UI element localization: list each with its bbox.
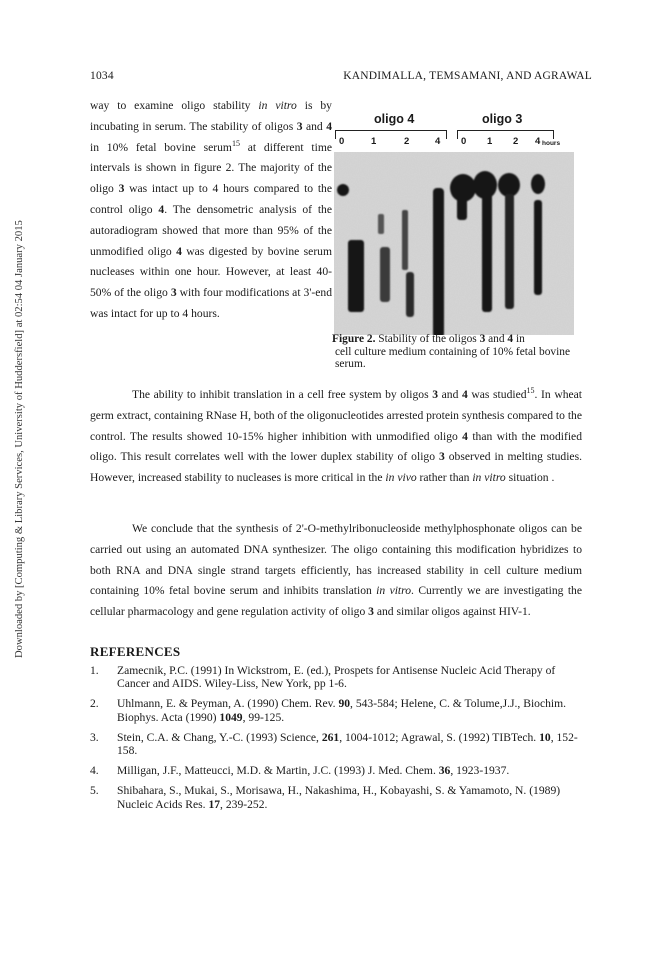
reference-item: 5. Shibahara, S., Mukai, S., Morisawa, H., Nakashima, H., Kobayashi, S. & Yamamoto, N. (1989) Nucleic Acids Res. 17, 239-252.	[90, 784, 561, 811]
gel-band	[498, 173, 520, 197]
citation-superscript: 15	[231, 138, 240, 148]
lane-label: 2	[404, 136, 410, 147]
paragraph-conclusion: We conclude that the synthesis of 2'-O-methylribonucleoside methylphosphonate oligos can be carried out using an automated DNA synthesizer. The oligo containing this modification hybridizes to both RNA and DNA single strand targets efficiently, has increased stability in cell culture medium containing 10% fetal bovine serum and inhibits translation in vitro. Currently we are investigating the cellular pharmacology and gene regulation activity of oligo 3 and similar oligos against HIV-1.	[90, 522, 582, 619]
gel-smear	[433, 188, 444, 335]
reference-item: 3. Stein, C.A. & Chang, Y.-C. (1993) Science, 261, 1004-1012; Agrawal, S. (1992) TIBTech. 10, 152-158.	[90, 730, 578, 758]
gel-autoradiogram	[334, 152, 574, 335]
figure-2	[332, 100, 582, 335]
paragraph-translation-inhibition: The ability to inhibit translation in a cell free system by oligos 3 and 4 was studied$^{15}$. In wheat germ extract, containing RNase H, both of the oligonucleotides arrested protein synthesis compared to the control. The results showed 10-15% higher inhibition with unmodified oligo 4 than with the modified oligo. This result correlates well with the lower duplex stability of oligo 3 observed in melting studies. However, increased stability to nucleases is more critical in the in vivo rather than in vitro situation .	[90, 386, 583, 485]
running-title: KANDIMALLA, TEMSAMANI, AND AGRAWAL	[343, 70, 592, 82]
gel-smear	[406, 272, 414, 317]
gel-smear	[534, 200, 542, 295]
gel-smear	[380, 247, 390, 302]
gel-band	[531, 174, 545, 194]
lane-label: 1	[371, 136, 377, 147]
download-watermark: Downloaded by [Computing & Library Services, University of Huddersfield] at 02:54 04 January 2015	[14, 220, 25, 658]
lane-label: 4	[535, 136, 541, 147]
lane-label: 2	[513, 136, 519, 147]
gel-smear	[505, 194, 514, 309]
left-column-text: way to examine oligo stability in vitro is by incubating in serum. The stability of oligos 3 and 4 in 10% fetal bovine serum$^{15}$ at different time intervals is shown in figure 2. The majority of the oligo 3 was intact up to 4 hours compared to the control oligo 4. The densometric analysis of the autoradiogram showed that more than 95% of the unmodified oligo 4 was digested by bovine serum nucleases within one hour. However, at least 40-50% of the oligo 3 with four modifications at 3'-end was intact for up to 4 hours.	[90, 99, 333, 320]
lane-label: 0	[461, 136, 467, 147]
gel-smear	[482, 194, 492, 312]
oligo-4-bracket	[335, 130, 447, 139]
lane-label: 0	[339, 136, 345, 147]
oligo-4-label: oligo 4	[374, 112, 415, 126]
lane-label: 1	[487, 136, 493, 147]
gel-band	[337, 184, 349, 196]
gel-smear	[402, 210, 408, 270]
gel-smear	[378, 214, 384, 234]
lane-label: 4	[435, 136, 441, 147]
units-label: hours	[542, 140, 561, 147]
reference-item: 1. Zamecnik, P.C. (1991) In Wickstrom, E. (ed.), Prospets for Antisense Nucleic Acid Therapy of Cancer and AIDS. Wiley-Liss, New York, pp 1-6.	[90, 664, 556, 691]
oligo-3-label: oligo 3	[482, 112, 523, 126]
reference-item: 2. Uhlmann, E. & Peyman, A. (1990) Chem. Rev. 90, 543-584; Helene, C. & Tolume,J.J., Biochim. Biophys. Acta (1990) 1049, 99-125.	[90, 697, 567, 724]
gel-smear	[457, 192, 467, 220]
gel-smear	[348, 240, 364, 312]
figure-caption: Figure 2. Stability of the oligos 3 and 4 in cell culture medium containing of 10% fetal bovine serum.	[332, 333, 571, 371]
reference-item: 4. Milligan, J.F., Matteucci, M.D. & Martin, J.C. (1993) J. Med. Chem. 36, 1923-1937.	[90, 764, 510, 778]
references-list	[90, 664, 590, 818]
page-number: 1034	[90, 70, 114, 82]
references-heading: REFERENCES	[90, 644, 181, 659]
